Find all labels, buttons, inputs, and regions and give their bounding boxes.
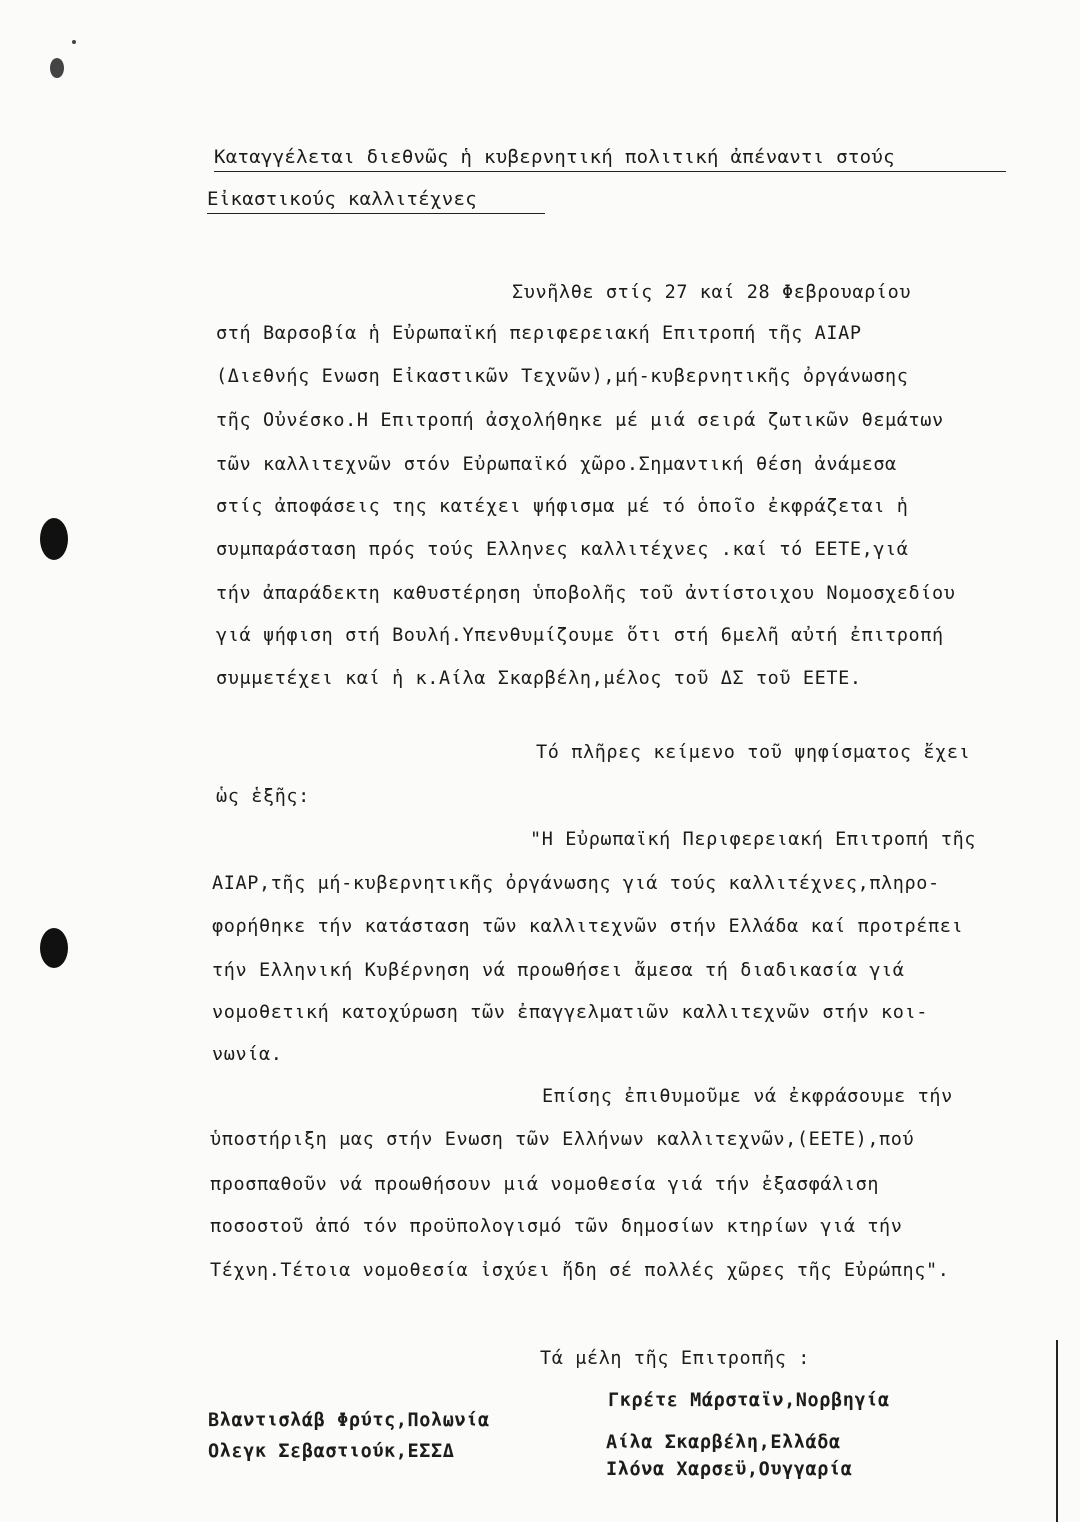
resolution-line: ποσοστοῦ ἀπό τόν προϋπολογισμό τῶν δημοσίων κτηρίων γιά τήν	[210, 1216, 903, 1237]
resolution-line: Επίσης ἐπιθυμοῦμε νά ἐκφράσουμε τήν	[542, 1086, 953, 1107]
resolution-line: νομοθετική κατοχύρωση τῶν ἐπαγγελματιῶν καλλιτεχνῶν στήν κοι-	[212, 1002, 929, 1023]
title-line-2: Εἰκαστικούς καλλιτέχνες	[207, 188, 545, 214]
scan-speck	[50, 58, 64, 78]
signature-left: Ολεγκ Σεβαστιούκ,ΕΣΣΔ	[208, 1441, 455, 1462]
resolution-line: AIAP,τῆς μή-κυβερνητικῆς ὀργάνωσης γιά τούς καλλιτέχνες,πληρο-	[212, 873, 940, 894]
punch-hole-bottom	[40, 928, 68, 968]
paragraph-1-line: τῆς Οὐνέσκο.Η Επιτροπή ἀσχολήθηκε μέ μιά σειρά ζωτικῶν θεμάτων	[216, 410, 944, 431]
signature-right: Αίλα Σκαρβέλη,Ελλάδα	[606, 1432, 841, 1453]
resolution-line: νωνία.	[212, 1044, 283, 1065]
paragraph-1-line: γιά ψήφιση στή Βουλή.Υπενθυμίζουμε ὅτι στή 6μελῆ αὐτή ἐπιτροπή	[216, 625, 944, 646]
resolution-line: "Η Εὐρωπαϊκή Περιφερειακή Επιτροπή τῆς	[530, 829, 977, 850]
paragraph-2-line: ὡς ἑξῆς:	[216, 786, 310, 807]
paragraph-2-line: Τό πλῆρες κείμενο τοῦ ψηφίσματος ἔχει	[536, 742, 971, 763]
margin-line	[1056, 1340, 1058, 1522]
signatures-heading: Τά μέλη τῆς Επιτροπῆς :	[540, 1348, 810, 1369]
signature-left: Βλαντισλάβ Φρύτς,Πολωνία	[208, 1410, 490, 1431]
paragraph-1-line: (Διεθνής Ενωση Εἰκαστικῶν Τεχνῶν),μή-κυβερνητικῆς ὀργάνωσης	[216, 366, 909, 387]
punch-hole-top	[40, 518, 68, 560]
paragraph-1-line: συμμετέχει καί ἡ κ.Αίλα Σκαρβέλη,μέλος τοῦ ΔΣ τοῦ ΕΕΤΕ.	[216, 668, 862, 689]
resolution-line: τήν Ελληνική Κυβέρνηση νά προωθήσει ἄμεσα τή διαδικασία γιά	[212, 960, 905, 981]
paragraph-1-line: τῶν καλλιτεχνῶν στόν Εὐρωπαϊκό χῶρο.Σημαντική θέση ἀνάμεσα	[216, 454, 897, 475]
scan-speck	[72, 40, 76, 44]
signature-right: Γκρέτε Μάρσταϊν,Νορβηγία	[608, 1390, 890, 1411]
paragraph-1-line: συμπαράσταση πρός τούς Ελληνες καλλιτέχνες .καί τό ΕΕΤΕ,γιά	[216, 539, 909, 560]
resolution-line: προσπαθοῦν νά προωθήσουν μιά νομοθεσία γιά τήν ἐξασφάλιση	[210, 1174, 880, 1195]
resolution-line: Τέχνη.Τέτοια νομοθεσία ἰσχύει ἤδη σέ πολλές χῶρες τῆς Εὐρώπης".	[210, 1260, 950, 1281]
resolution-line: ὑποστήριξη μας στήν Ενωση τῶν Ελλήνων καλλιτεχνῶν,(ΕΕΤΕ),πού	[210, 1129, 915, 1150]
paragraph-1-line: τήν ἀπαράδεκτη καθυστέρηση ὑποβολῆς τοῦ ἀντίστοιχου Νομοσχεδίου	[216, 583, 956, 604]
paragraph-1-line: στή Βαρσοβία ἡ Εὐρωπαϊκή περιφερειακή Επιτροπή τῆς AIAP	[216, 323, 862, 344]
resolution-line: φορήθηκε τήν κατάσταση τῶν καλλιτεχνῶν στήν Ελλάδα καί προτρέπει	[212, 916, 964, 937]
paragraph-1-line: Συνῆλθε στίς 27 καί 28 Φεβρουαρίου	[512, 282, 912, 303]
signature-right: Ιλόνα Χαρσεϋ,Ουγγαρία	[606, 1459, 853, 1480]
paragraph-1-line: στίς ἀποφάσεις της κατέχει ψήφισμα μέ τό ὁποῖο ἐκφράζεται ἡ	[216, 496, 909, 517]
title-line-1: Καταγγέλεται διεθνῶς ἡ κυβερνητική πολιτική ἀπέναντι στούς	[214, 146, 1006, 172]
